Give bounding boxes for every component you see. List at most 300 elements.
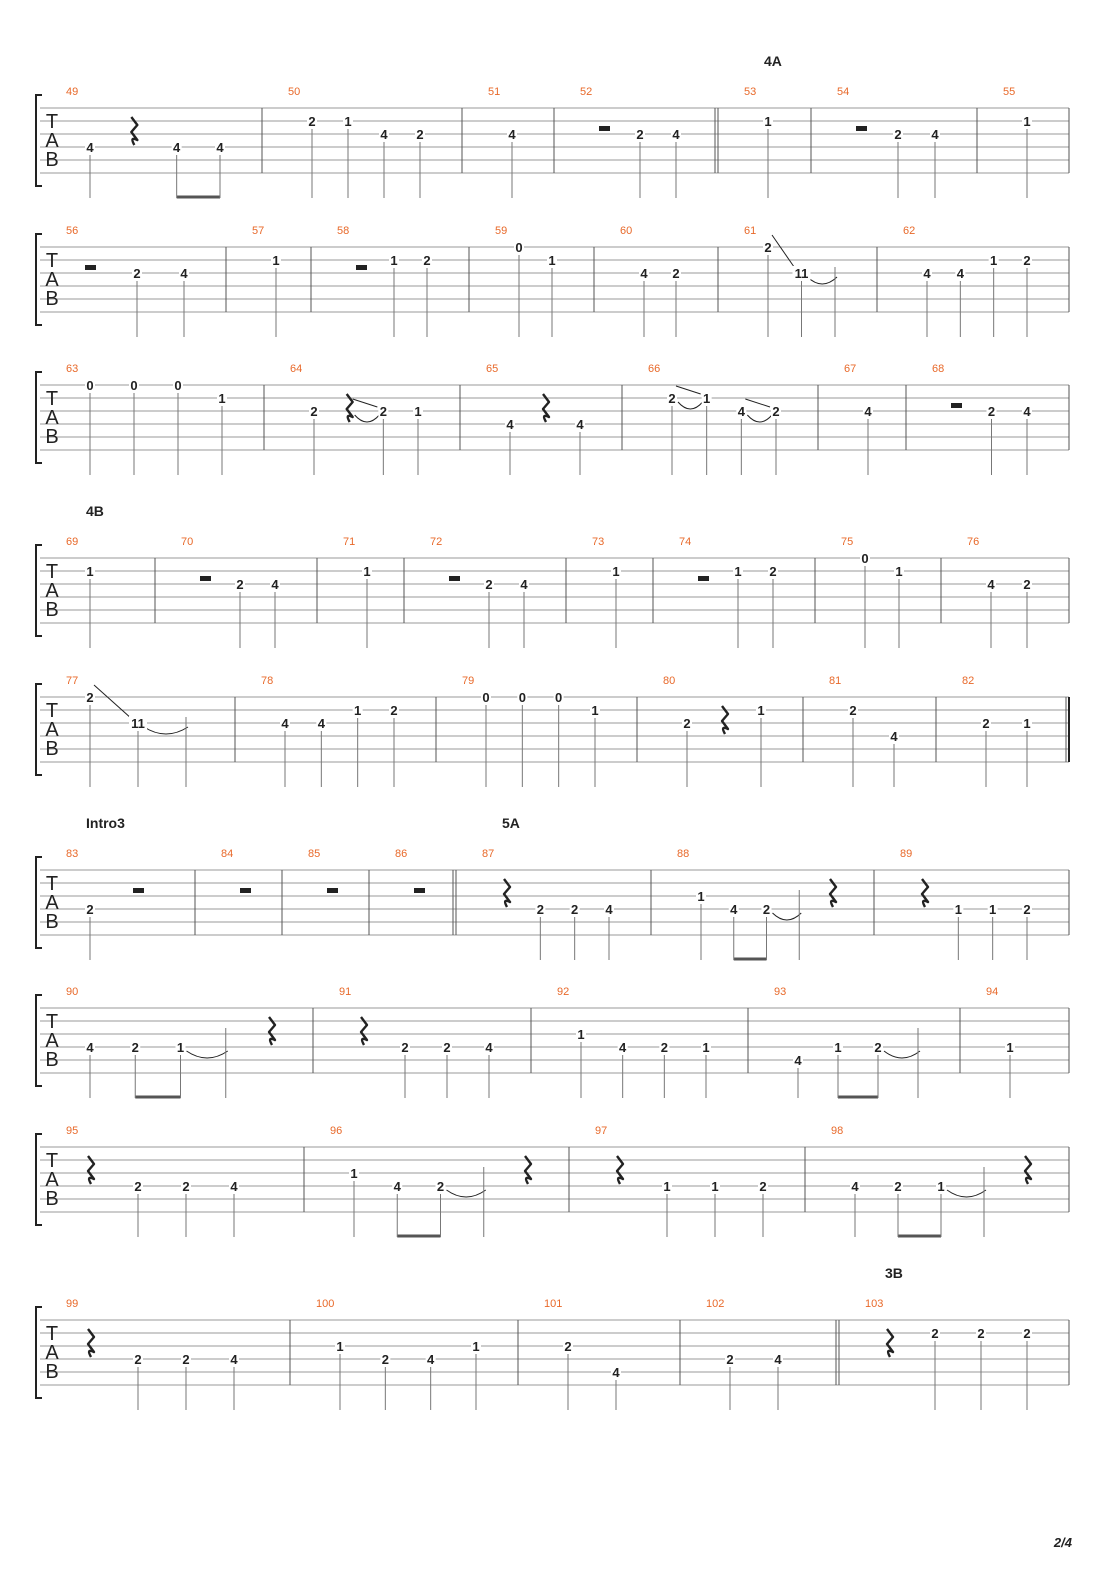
tab-clef-letter: B: [45, 911, 59, 933]
fret-number: 1: [390, 253, 398, 268]
section-marker: 4B: [86, 503, 104, 519]
measure-number: 60: [620, 225, 633, 237]
system-bracket: [36, 95, 42, 186]
fret-number: 4: [619, 1040, 627, 1055]
fret-number: 2: [1023, 253, 1031, 268]
fret-number: 1: [711, 1179, 719, 1194]
fret-number: 4: [317, 716, 325, 731]
measure: [841, 536, 904, 648]
measure: [774, 986, 920, 1098]
measure: [66, 848, 144, 960]
tab-clef-letter: T: [45, 111, 59, 133]
tie-arc: [678, 402, 703, 409]
system-bracket: [36, 684, 42, 775]
tab-clef-letter: T: [45, 873, 59, 895]
fret-number: 4: [1023, 404, 1031, 419]
tab-clef-letter: A: [45, 892, 59, 914]
fret-number: 4: [851, 1179, 859, 1194]
half-rest: [449, 576, 460, 581]
tab-clef-letter: A: [45, 130, 59, 152]
fret-number: 2: [683, 716, 691, 731]
measure: [706, 1298, 783, 1410]
tab-clef-letter: T: [45, 1323, 59, 1345]
measure-number: 71: [343, 536, 356, 548]
fret-number: 2: [894, 127, 902, 142]
tab-clef-letter: B: [45, 738, 59, 760]
tab-clef-letter: T: [45, 700, 59, 722]
fret-number: 1: [218, 391, 226, 406]
measure-number: 95: [66, 1125, 79, 1137]
fret-number: 2: [849, 703, 857, 718]
measure-number: 51: [488, 86, 501, 98]
measure: [679, 536, 778, 648]
fret-number: 2: [401, 1040, 409, 1055]
tab-clef-letter: A: [45, 719, 59, 741]
tab-clef-letter: T: [45, 1150, 59, 1172]
fret-number: 4: [380, 127, 388, 142]
measure-number: 59: [495, 225, 508, 237]
measure: [181, 536, 280, 648]
measure: [986, 986, 1015, 1098]
tie-arc: [355, 415, 380, 422]
measure: [486, 363, 585, 475]
fret-number: 1: [702, 1040, 710, 1055]
slide-line: [772, 235, 796, 269]
measure-number: 52: [580, 86, 593, 98]
measure: [580, 86, 681, 198]
fret-number: 1: [86, 564, 94, 579]
measure: [715, 86, 773, 198]
measure-number: 70: [181, 536, 194, 548]
fret-number: 0: [518, 690, 526, 705]
fret-number: 4: [737, 404, 745, 419]
measure: [66, 225, 189, 337]
measure: [339, 986, 494, 1098]
fret-number: 11: [131, 716, 145, 731]
half-rest: [200, 576, 211, 581]
fret-number: 4: [730, 902, 738, 917]
fret-number: 2: [485, 577, 493, 592]
tab-clef-letter: T: [45, 561, 59, 583]
fret-number: 4: [520, 577, 528, 592]
measure: [900, 848, 1032, 960]
fret-number: 0: [861, 551, 869, 566]
fret-number: 2: [134, 1179, 142, 1194]
measure: [831, 1125, 1031, 1237]
fret-number: 2: [134, 1352, 142, 1367]
measure: [66, 1298, 239, 1410]
tab-clef-letter: A: [45, 580, 59, 602]
measure: [343, 536, 372, 648]
fret-number: 1: [1023, 114, 1031, 129]
fret-number: 0: [174, 378, 182, 393]
section-marker: 3B: [885, 1265, 903, 1281]
measure-number: 84: [221, 848, 234, 860]
fret-number: 4: [923, 266, 931, 281]
fret-number: 1: [990, 253, 998, 268]
measure-number: 88: [677, 848, 690, 860]
measure: [261, 675, 399, 787]
fret-number: 2: [874, 1040, 882, 1055]
measure-number: 78: [261, 675, 274, 687]
measure-number: 49: [66, 86, 79, 98]
fret-number: 1: [612, 564, 620, 579]
measure-number: 57: [252, 225, 265, 237]
measure: [66, 86, 225, 198]
fret-number: 1: [734, 564, 742, 579]
measure-number: 58: [337, 225, 350, 237]
measure: [967, 536, 1032, 648]
fret-number: 1: [937, 1179, 945, 1194]
fret-number: 4: [508, 127, 516, 142]
fret-number: 2: [436, 1179, 445, 1194]
fret-number: 2: [660, 1040, 668, 1055]
measure-number: 77: [66, 675, 79, 687]
measure: [66, 1125, 239, 1237]
system-bracket: [36, 1134, 42, 1225]
system-bracket: [36, 995, 42, 1086]
measure-number: 94: [986, 986, 999, 998]
measure: [544, 1298, 621, 1410]
tie-arc: [773, 913, 802, 920]
measure: [829, 675, 899, 787]
fret-number: 4: [576, 417, 584, 432]
section-marker: 4A: [764, 53, 782, 69]
fret-number: 2: [310, 404, 318, 419]
measure-number: 73: [592, 536, 605, 548]
fret-number: 1: [697, 889, 705, 904]
measure: [592, 536, 621, 648]
fret-number: 4: [890, 729, 898, 744]
fret-number: 1: [350, 1166, 358, 1181]
measure-number: 61: [744, 225, 757, 237]
system-bracket: [36, 545, 42, 636]
measure: [744, 225, 837, 337]
tab-system: [36, 986, 1069, 1098]
fret-number: 4: [230, 1179, 238, 1194]
fret-number: 0: [86, 378, 94, 393]
fret-number: 4: [427, 1352, 435, 1367]
tab-clef-letter: T: [45, 250, 59, 272]
measure: [66, 986, 275, 1098]
measure: [316, 1298, 481, 1410]
fret-number: 2: [672, 266, 680, 281]
tie-arc: [947, 1190, 986, 1197]
system-bracket: [36, 1307, 42, 1398]
measure: [844, 363, 873, 475]
measure-number: 97: [595, 1125, 608, 1137]
fret-number: 2: [726, 1352, 734, 1367]
tab-system: [36, 503, 1069, 648]
measure-number: 80: [663, 675, 676, 687]
fret-number: 1: [176, 1040, 185, 1055]
fret-number: 4: [672, 127, 680, 142]
tie-arc: [187, 1051, 228, 1058]
fret-number: 2: [423, 253, 431, 268]
fret-number: 4: [393, 1179, 401, 1194]
fret-number: 4: [794, 1053, 802, 1068]
measure: [66, 675, 188, 787]
slide-line: [353, 399, 378, 407]
tab-clef-letter: A: [45, 1030, 59, 1052]
measure-number: 102: [706, 1298, 725, 1310]
tab-system: [36, 675, 1069, 787]
tie-arc: [447, 1190, 486, 1197]
measure-number: 91: [339, 986, 352, 998]
tab-clef-letter: A: [45, 407, 59, 429]
tab-system: [36, 1125, 1069, 1237]
fret-number: 4: [864, 404, 872, 419]
slide-line: [676, 386, 701, 394]
system-bracket: [36, 857, 42, 948]
fret-number: 2: [769, 564, 777, 579]
measure: [932, 363, 1032, 475]
fret-number: 2: [182, 1352, 190, 1367]
measure-number: 96: [330, 1125, 343, 1137]
measure-number: 54: [837, 86, 850, 98]
measure-number: 81: [829, 675, 842, 687]
measure: [66, 536, 95, 648]
fret-number: 11: [794, 266, 809, 281]
fret-number: 2: [443, 1040, 451, 1055]
fret-number: 4: [956, 266, 964, 281]
fret-number: 1: [764, 114, 772, 129]
fret-number: 4: [230, 1352, 238, 1367]
fret-number: 1: [895, 564, 903, 579]
fret-number: 2: [1023, 902, 1031, 917]
fret-number: 2: [759, 1179, 767, 1194]
slide-line: [94, 685, 132, 719]
measure-number: 87: [482, 848, 495, 860]
half-rest: [698, 576, 709, 581]
measure-number: 79: [462, 675, 475, 687]
measure-number: 66: [648, 363, 661, 375]
measure: [66, 363, 227, 475]
half-rest: [856, 126, 867, 131]
measure-number: 75: [841, 536, 854, 548]
fret-number: 1: [472, 1339, 480, 1354]
fret-number: 1: [954, 902, 962, 917]
fret-number: 2: [564, 1339, 572, 1354]
measure: [252, 225, 281, 337]
fret-number: 4: [281, 716, 289, 731]
fret-number: 2: [379, 404, 387, 419]
fret-number: 2: [894, 1179, 902, 1194]
measure-number: 101: [544, 1298, 563, 1310]
measure: [837, 86, 940, 198]
fret-number: 2: [536, 902, 544, 917]
measure-number: 99: [66, 1298, 79, 1310]
measure: [962, 675, 1069, 787]
fret-number: 4: [86, 1040, 94, 1055]
measure-number: 86: [395, 848, 408, 860]
fret-number: 1: [757, 703, 765, 718]
tab-clef-letter: T: [45, 1011, 59, 1033]
measure-number: 50: [288, 86, 301, 98]
tab-clef-letter: A: [45, 269, 59, 291]
measure-number: 67: [844, 363, 857, 375]
measure: [488, 86, 517, 198]
half-rest: [414, 888, 425, 893]
measure: [330, 1125, 531, 1237]
measure-number: 55: [1003, 86, 1016, 98]
section-marker: Intro3: [86, 815, 125, 831]
half-rest: [133, 888, 144, 893]
measure-number: 74: [679, 536, 692, 548]
tab-clef-letter: B: [45, 1188, 59, 1210]
fret-number: 1: [272, 253, 280, 268]
fret-number: 1: [591, 703, 599, 718]
fret-number: 4: [640, 266, 648, 281]
fret-number: 2: [982, 716, 990, 731]
measure: [462, 675, 600, 787]
measure: [595, 1125, 768, 1237]
fret-number: 2: [416, 127, 424, 142]
fret-number: 2: [1023, 577, 1031, 592]
fret-number: 4: [605, 902, 613, 917]
fret-number: 1: [703, 391, 711, 406]
half-rest: [356, 265, 367, 270]
measure-number: 65: [486, 363, 499, 375]
tab-system: [36, 225, 1069, 337]
fret-number: 2: [1023, 1326, 1031, 1341]
fret-number: 2: [308, 114, 316, 129]
measure-number: 63: [66, 363, 79, 375]
tie-arc: [884, 1051, 920, 1058]
tab-clef-letter: A: [45, 1169, 59, 1191]
fret-number: 0: [515, 240, 523, 255]
fret-number: 2: [636, 127, 644, 142]
half-rest: [327, 888, 338, 893]
tab-clef-letter: B: [45, 1049, 59, 1071]
fret-number: 1: [1023, 716, 1031, 731]
fret-number: 0: [130, 378, 138, 393]
measure-number: 72: [430, 536, 443, 548]
fret-number: 2: [390, 703, 398, 718]
measure-number: 56: [66, 225, 79, 237]
measure-number: 62: [903, 225, 916, 237]
fret-number: 2: [381, 1352, 389, 1367]
system-bracket: [36, 234, 42, 325]
section-marker: 5A: [502, 815, 520, 831]
measure-number: 93: [774, 986, 787, 998]
fret-number: 1: [363, 564, 371, 579]
measure-number: 85: [308, 848, 321, 860]
fret-number: 4: [86, 140, 94, 155]
measure: [288, 86, 425, 198]
fret-number: 2: [133, 266, 141, 281]
fret-number: 2: [236, 577, 244, 592]
tie-arc: [144, 727, 188, 734]
fret-number: 2: [182, 1179, 190, 1194]
fret-number: 2: [931, 1326, 939, 1341]
half-rest: [599, 126, 610, 131]
tab-system: [36, 363, 1069, 475]
measure-number: 53: [744, 86, 757, 98]
measure: [430, 536, 529, 648]
tab-clef-letter: T: [45, 388, 59, 410]
tab-clef-letter: B: [45, 149, 59, 171]
fret-number: 2: [762, 902, 771, 917]
system-bracket: [36, 372, 42, 463]
fret-number: 1: [663, 1179, 671, 1194]
fret-number: 2: [571, 902, 579, 917]
fret-number: 0: [482, 690, 490, 705]
fret-number: 2: [977, 1326, 985, 1341]
measure-number: 103: [865, 1298, 884, 1310]
tab-system: [36, 815, 1069, 960]
measure-number: 64: [290, 363, 303, 375]
measure-number: 100: [316, 1298, 335, 1310]
measure-number: 92: [557, 986, 570, 998]
fret-number: 4: [931, 127, 939, 142]
page-number: 2/4: [1053, 1535, 1072, 1550]
measure-number: 89: [900, 848, 913, 860]
fret-number: 2: [668, 391, 676, 406]
fret-number: 1: [989, 902, 997, 917]
measure: [453, 848, 614, 960]
fret-number: 2: [764, 240, 772, 255]
measure-number: 82: [962, 675, 975, 687]
measure: [557, 986, 711, 1098]
tie-arc: [808, 277, 838, 284]
measure: [836, 1298, 1032, 1410]
half-rest: [85, 265, 96, 270]
half-rest: [951, 403, 962, 408]
half-rest: [240, 888, 251, 893]
slide-line: [745, 399, 770, 407]
fret-number: 1: [354, 703, 362, 718]
fret-number: 2: [86, 690, 94, 705]
fret-number: 4: [173, 140, 181, 155]
measure: [1003, 86, 1032, 198]
tab-clef-letter: B: [45, 288, 59, 310]
fret-number: 2: [987, 404, 996, 419]
fret-number: 1: [414, 404, 422, 419]
measure-number: 69: [66, 536, 79, 548]
fret-number: 2: [131, 1040, 139, 1055]
measure: [903, 225, 1032, 337]
fret-number: 4: [774, 1352, 782, 1367]
fret-number: 4: [216, 140, 224, 155]
measure: [290, 363, 423, 475]
measure: [663, 675, 766, 787]
tab-system: [36, 1265, 1069, 1410]
fret-number: 2: [772, 404, 780, 419]
fret-number: 1: [336, 1339, 344, 1354]
tab-clef-letter: A: [45, 1342, 59, 1364]
fret-number: 2: [86, 902, 94, 917]
tab-system: [36, 53, 1069, 198]
fret-number: 1: [577, 1027, 585, 1042]
measure: [337, 225, 432, 337]
tab-clef-letter: B: [45, 1361, 59, 1383]
fret-number: 4: [485, 1040, 493, 1055]
measure-number: 98: [831, 1125, 844, 1137]
fret-number: 4: [271, 577, 279, 592]
fret-number: 1: [1006, 1040, 1014, 1055]
fret-number: 4: [506, 417, 514, 432]
fret-number: 4: [180, 266, 188, 281]
fret-number: 1: [344, 114, 352, 129]
measure: [620, 225, 681, 337]
measure: [677, 848, 836, 960]
fret-number: 1: [548, 253, 556, 268]
fret-number: 1: [834, 1040, 842, 1055]
measure: [495, 225, 557, 337]
tie-arc: [747, 415, 772, 422]
fret-number: 0: [555, 690, 563, 705]
